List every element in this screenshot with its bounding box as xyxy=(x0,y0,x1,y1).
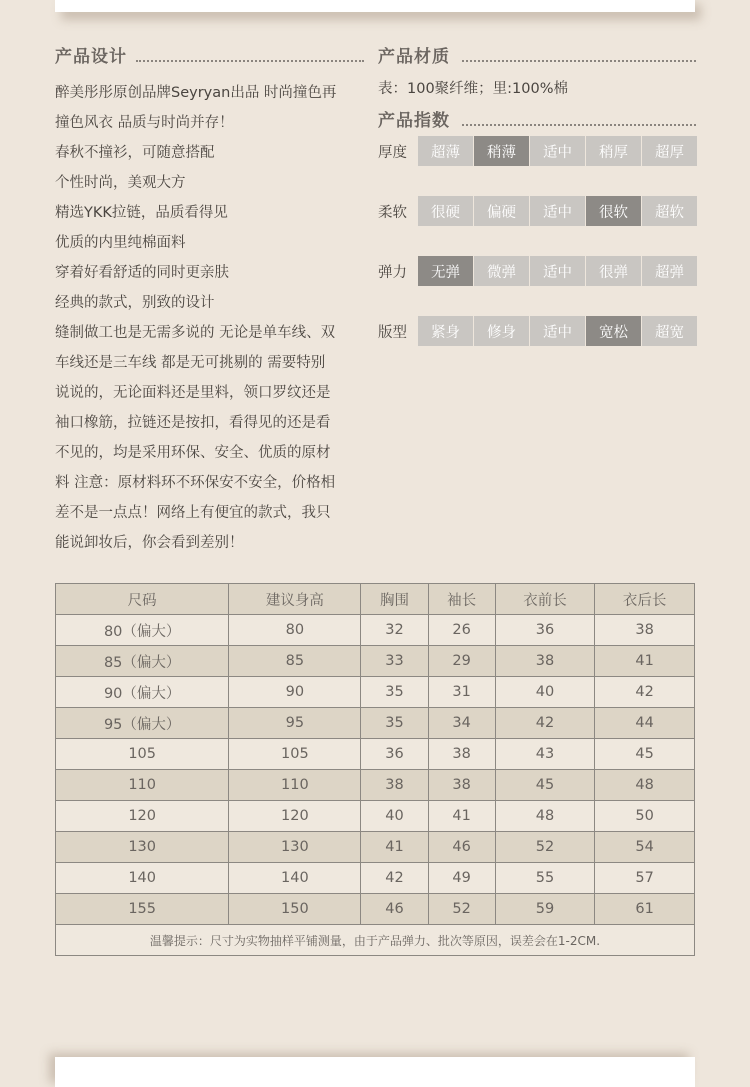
table-row xyxy=(56,677,695,708)
table-cell: 45 xyxy=(495,770,595,801)
index-option: 稍厚 xyxy=(586,136,641,166)
design-line: 料 注意：原材料环不环保安不安全，价格相 xyxy=(55,475,336,491)
size-column-header: 袖长 xyxy=(428,584,495,615)
design-line: 醉美彤彤原创品牌Seyryan出品 时尚撞色再 xyxy=(55,85,337,101)
design-line: 精选YKK拉链，品质看得见 xyxy=(55,205,228,221)
design-line: 经典的款式，别致的设计 xyxy=(55,295,215,311)
table-cell: 110 xyxy=(229,770,361,801)
table-cell: 59 xyxy=(495,894,595,925)
design-line: 穿着好看舒适的同时更亲肤 xyxy=(55,265,229,281)
design-line: 春秋不撞衫，可随意搭配 xyxy=(55,145,215,161)
table-cell: 43 xyxy=(495,739,595,770)
design-line: 缝制做工也是无需多说的 无论是单车线、双 xyxy=(55,325,336,341)
table-cell: 42 xyxy=(361,863,428,894)
table-cell: 41 xyxy=(361,832,428,863)
table-cell: 110 xyxy=(56,770,229,801)
size-table xyxy=(55,583,695,956)
table-cell: 120 xyxy=(56,801,229,832)
table-cell: 54 xyxy=(595,832,695,863)
table-cell: 40 xyxy=(361,801,428,832)
table-cell: 80 xyxy=(229,615,361,646)
design-line: 能说卸妆后，你会看到差别！ xyxy=(55,535,244,551)
table-cell: 130 xyxy=(229,832,361,863)
design-line: 个性时尚，美观大方 xyxy=(55,175,186,191)
design-line: 车线还是三车线 都是无可挑剔的 需要特别 xyxy=(55,355,326,371)
table-cell: 85 xyxy=(229,646,361,677)
table-cell: 38 xyxy=(428,739,495,770)
table-cell: 57 xyxy=(595,863,695,894)
table-cell: 46 xyxy=(428,832,495,863)
table-cell: 52 xyxy=(495,832,595,863)
size-column-header: 衣后长 xyxy=(595,584,695,615)
table-cell: 38 xyxy=(495,646,595,677)
table-cell: 155 xyxy=(56,894,229,925)
index-option-selected: 很软 xyxy=(586,196,641,226)
index-option-selected: 稍薄 xyxy=(474,136,529,166)
index-option: 超软 xyxy=(642,196,697,226)
table-cell: 38 xyxy=(595,615,695,646)
index-option: 超薄 xyxy=(418,136,473,166)
size-column-header: 尺码 xyxy=(56,584,229,615)
size-column-header: 衣前长 xyxy=(495,584,595,615)
table-row xyxy=(56,708,695,739)
table-cell: 85（偏大） xyxy=(56,646,229,677)
table-cell: 38 xyxy=(428,770,495,801)
index-option: 修身 xyxy=(474,316,529,346)
table-cell: 130 xyxy=(56,832,229,863)
table-cell: 35 xyxy=(361,708,428,739)
index-row-label: 版型 xyxy=(378,324,407,341)
table-cell: 95（偏大） xyxy=(56,708,229,739)
table-cell: 46 xyxy=(361,894,428,925)
table-cell: 44 xyxy=(595,708,695,739)
table-cell: 105 xyxy=(229,739,361,770)
table-cell: 140 xyxy=(56,863,229,894)
design-line: 优质的内里纯棉面料 xyxy=(55,235,186,251)
table-cell: 41 xyxy=(595,646,695,677)
table-cell: 105 xyxy=(56,739,229,770)
table-row xyxy=(56,770,695,801)
table-cell: 90 xyxy=(229,677,361,708)
table-row xyxy=(56,894,695,925)
table-cell: 95 xyxy=(229,708,361,739)
index-option: 适中 xyxy=(530,316,585,346)
table-row xyxy=(56,646,695,677)
table-cell: 40 xyxy=(495,677,595,708)
table-cell: 36 xyxy=(361,739,428,770)
table-cell: 35 xyxy=(361,677,428,708)
size-column-header: 建议身高 xyxy=(229,584,361,615)
index-option: 微弹 xyxy=(474,256,529,286)
material-title: 产品材质 xyxy=(378,47,450,67)
table-cell: 42 xyxy=(595,677,695,708)
index-option-selected: 无弹 xyxy=(418,256,473,286)
table-cell: 32 xyxy=(361,615,428,646)
design-title: 产品设计 xyxy=(55,47,127,67)
table-cell: 52 xyxy=(428,894,495,925)
index-option: 偏硬 xyxy=(474,196,529,226)
table-row xyxy=(56,615,695,646)
index-option: 很硬 xyxy=(418,196,473,226)
table-cell: 150 xyxy=(229,894,361,925)
table-row xyxy=(56,801,695,832)
index-row xyxy=(378,316,698,346)
table-cell: 36 xyxy=(495,615,595,646)
table-cell: 120 xyxy=(229,801,361,832)
table-cell: 50 xyxy=(595,801,695,832)
design-line: 说说的，无论面料还是里料，领口罗纹还是 xyxy=(55,385,331,401)
size-note: 温馨提示：尺寸为实物抽样平铺测量，由于产品弹力、批次等原因，误差会在1-2CM. xyxy=(56,925,695,956)
index-row xyxy=(378,196,698,226)
design-line: 不见的，均是采用环保、安全、优质的原材 xyxy=(55,445,331,461)
table-cell: 80（偏大） xyxy=(56,615,229,646)
material-title-divider xyxy=(462,60,696,62)
table-row xyxy=(56,832,695,863)
table-cell: 61 xyxy=(595,894,695,925)
index-row xyxy=(378,256,698,286)
table-cell: 41 xyxy=(428,801,495,832)
table-cell: 31 xyxy=(428,677,495,708)
table-cell: 45 xyxy=(595,739,695,770)
size-column-header: 胸围 xyxy=(361,584,428,615)
index-row-label: 弹力 xyxy=(378,264,407,281)
index-option: 适中 xyxy=(530,136,585,166)
index-option: 很弹 xyxy=(586,256,641,286)
design-line: 袖口橡筋，拉链还是按扣，看得见的还是看 xyxy=(55,415,331,431)
index-title-divider xyxy=(462,124,696,126)
table-cell: 55 xyxy=(495,863,595,894)
index-title: 产品指数 xyxy=(378,111,450,131)
bottom-card-edge xyxy=(55,1057,695,1087)
material-text: 表：100聚纤维；里:100%棉 xyxy=(378,81,569,97)
table-cell: 140 xyxy=(229,863,361,894)
size-table-header xyxy=(56,584,695,615)
index-option-selected: 宽松 xyxy=(586,316,641,346)
index-option: 适中 xyxy=(530,256,585,286)
index-row xyxy=(378,136,698,166)
index-option: 紧身 xyxy=(418,316,473,346)
table-cell: 48 xyxy=(595,770,695,801)
index-option: 超宽 xyxy=(642,316,697,346)
table-cell: 49 xyxy=(428,863,495,894)
index-row-label: 厚度 xyxy=(378,144,407,161)
table-row xyxy=(56,739,695,770)
table-cell: 38 xyxy=(361,770,428,801)
table-cell: 29 xyxy=(428,646,495,677)
table-cell: 42 xyxy=(495,708,595,739)
table-cell: 33 xyxy=(361,646,428,677)
top-card-edge xyxy=(55,0,695,12)
design-line: 撞色风衣 品质与时尚并存！ xyxy=(55,115,234,131)
index-option: 超厚 xyxy=(642,136,697,166)
design-description xyxy=(55,78,365,558)
table-cell: 34 xyxy=(428,708,495,739)
design-title-divider xyxy=(136,60,364,62)
index-option: 超弹 xyxy=(642,256,697,286)
design-line: 差不是一点点！网络上有便宜的款式，我只 xyxy=(55,505,331,521)
table-row xyxy=(56,863,695,894)
table-cell: 48 xyxy=(495,801,595,832)
table-cell: 90（偏大） xyxy=(56,677,229,708)
table-cell: 26 xyxy=(428,615,495,646)
index-row-label: 柔软 xyxy=(378,204,407,221)
index-option: 适中 xyxy=(530,196,585,226)
